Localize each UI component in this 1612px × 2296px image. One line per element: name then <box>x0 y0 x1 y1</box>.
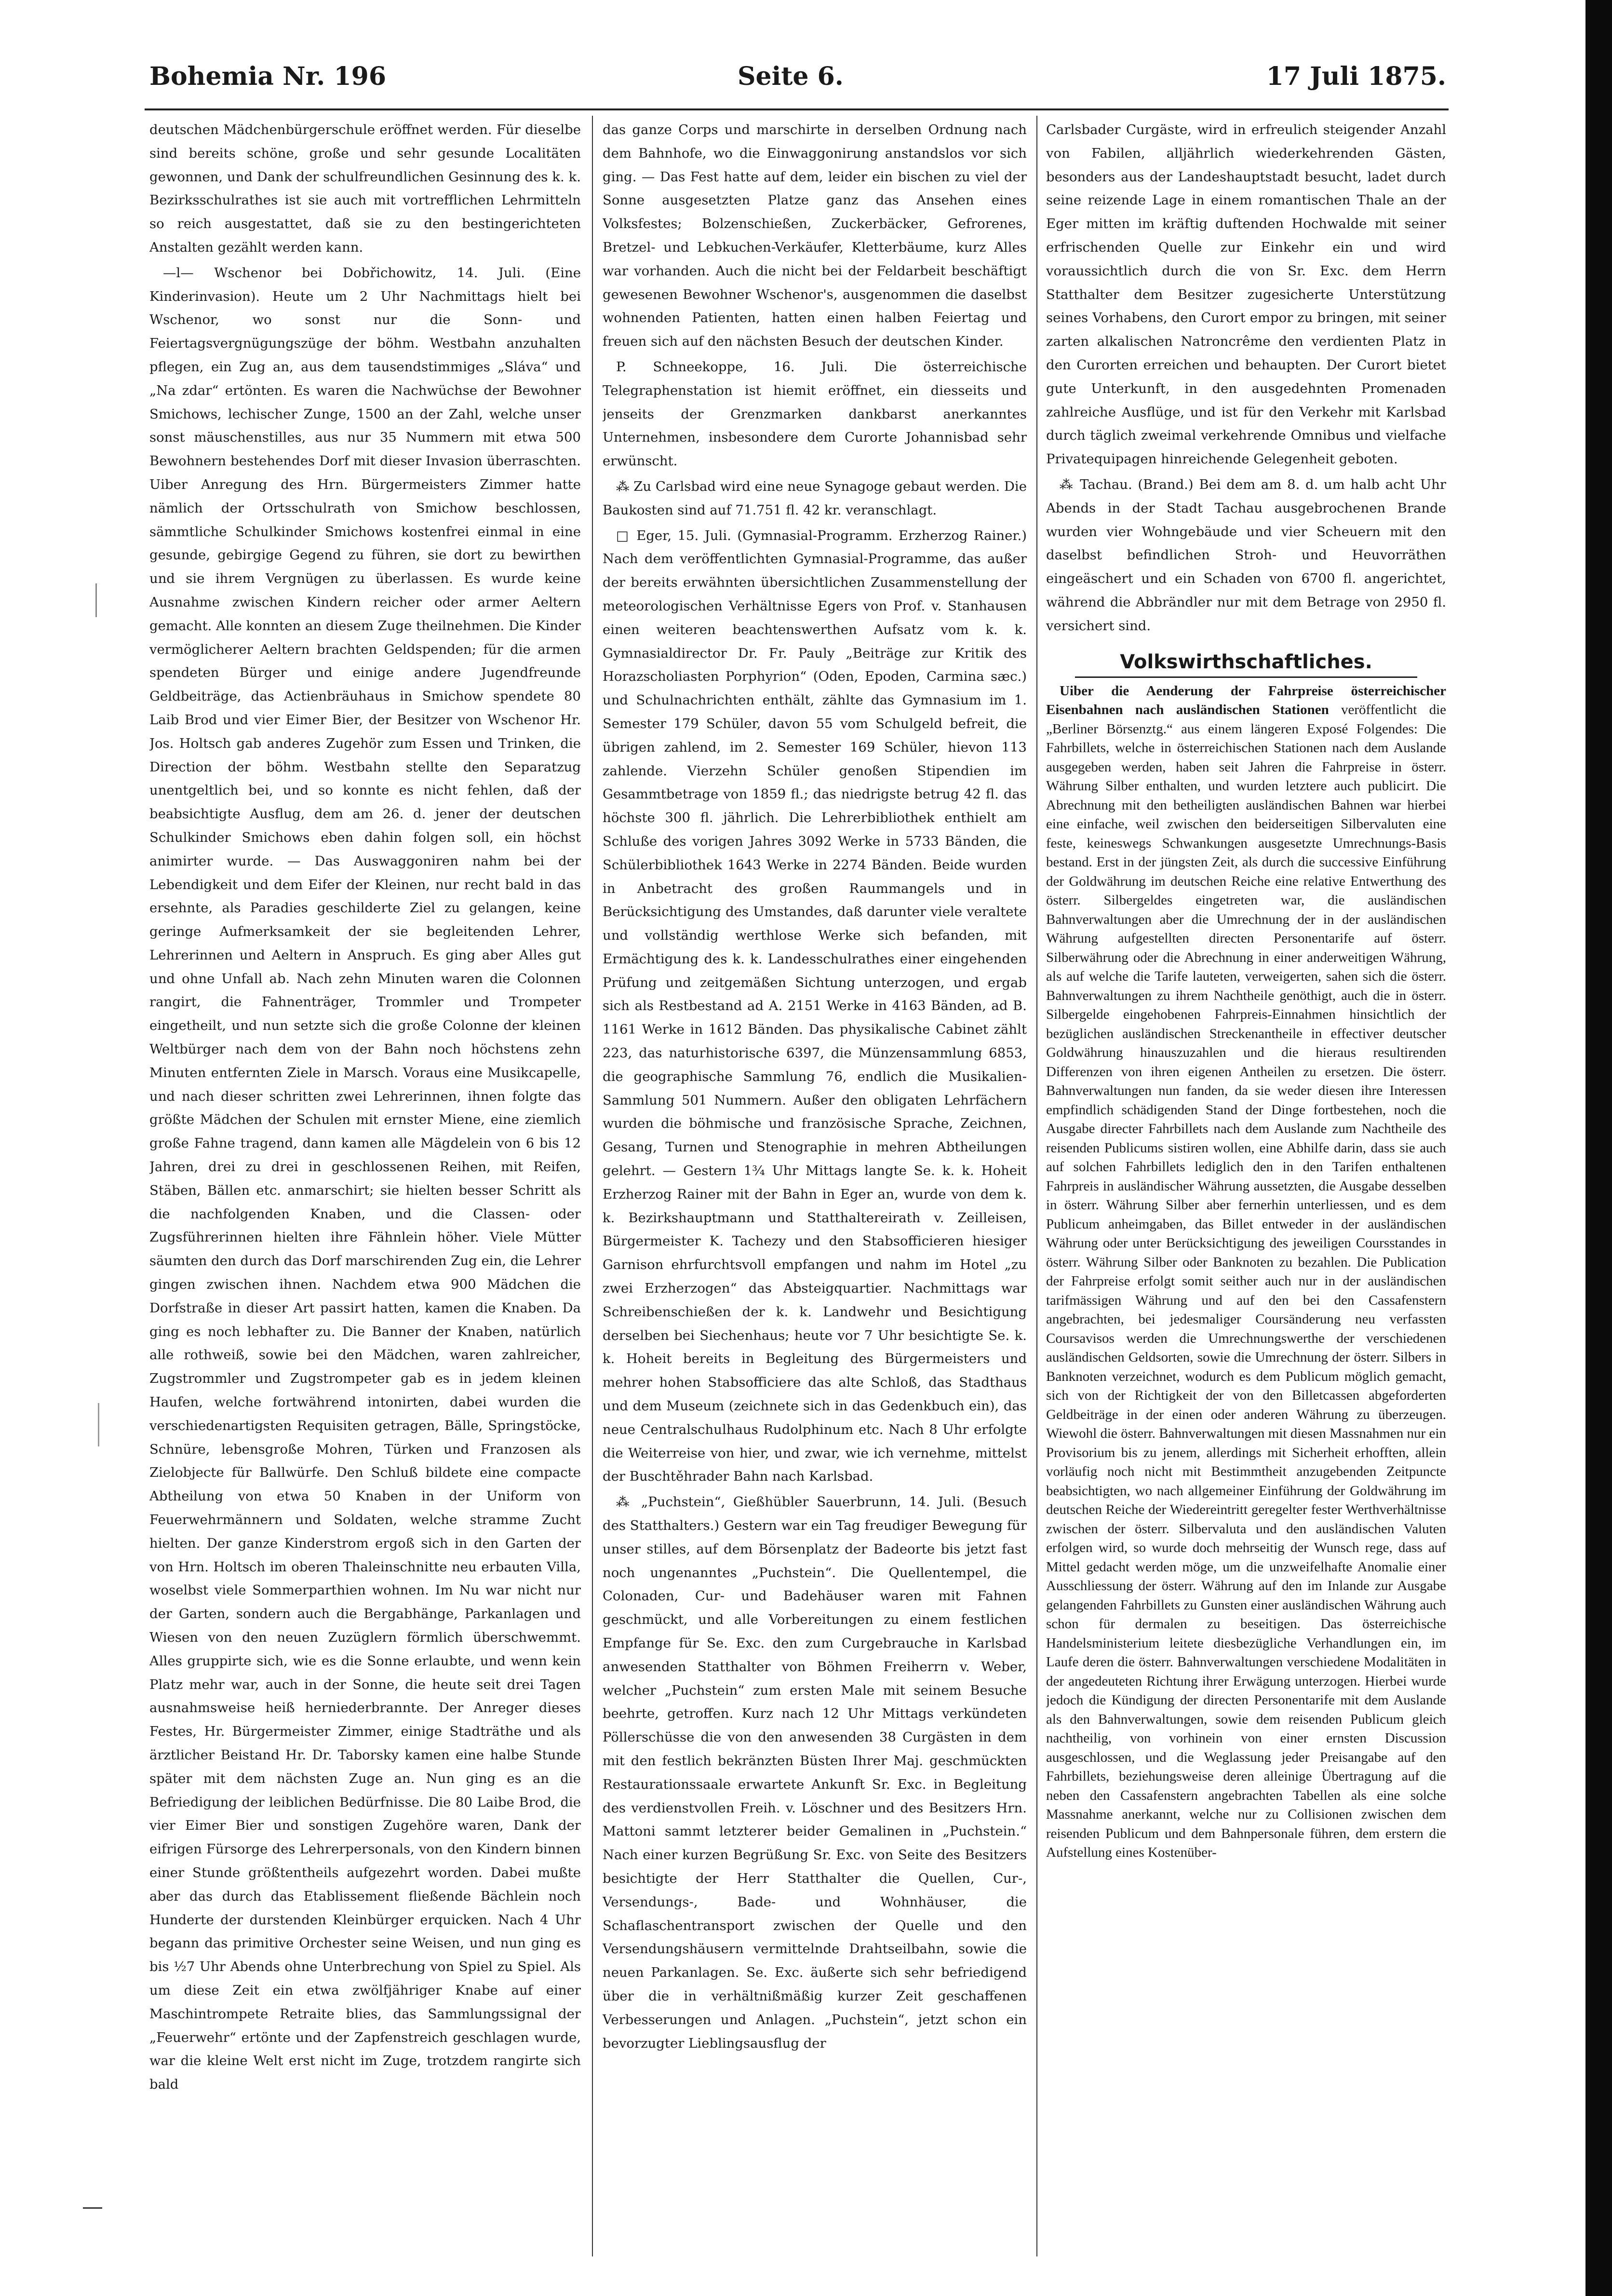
article-lead: Uiber die Aenderung der Fahrpreise österreichischer Eisenbahnen nach ausländischen Stationen <box>1046 683 1446 718</box>
running-head <box>149 62 1446 100</box>
article-puchstein: ⁂ „Puchstein“, Gießhübler Sauerbrunn, 14. Juli. (Besuch des Statthalters.) Gestern war ein Tag freudiger Bewegung für unser stilles, auf dem Börsenplatz der Badeorte bis jetzt fast noch ungenanntes „Puchstein“. Die Quellentempel, die Colonaden, Cur- und Badehäuser waren mit Fahnen geschmückt, und alle Vorbereitungen zu einem festlichen Empfange für Se. Exc. den zum Curgebrauche in Karlsbad anwesenden Statthalter von Böhmen Freiherrn v. Weber, welcher „Puchstein“ zum ersten Male mit seinem Besuche beehrte, getroffen. Kurz nach 12 Uhr Mittags verkündeten Pöllerschüsse die von den anwesenden 38 Curgästen in dem mit den festlich bekränzten Büsten Ihrer Maj. geschmückten Restaurationssaale erwartete Ankunft Sr. Exc. in Begleitung des verdienstvollen Freih. v. Löschner und des Besitzers Hrn. Mattoni sammt letzterer beider Gemalinen in „Puchstein.“ Nach einer kurzen Begrüßung Sr. Exc. von Seite des Besitzers besichtigte der Herr Statthalter die Quellen, Cur-, Versendungs-, Bade- und Wohnhäuser, die Schaflaschentransport zwischen der Quelle und den Versendungshäusern vermittelnde Drahtseilbahn, sowie die neuen Parkanlagen. Se. Exc. äußerte sich sehr befriedigend über die in verhältnißmäßig kurzer Zeit geschaffenen Verbesserungen und Anlagen. „Puchstein“, jetzt schon ein bevorzugter Lieblingsausflug der <box>603 1494 1027 2051</box>
masthead-issue: Bohemia Nr. 196 <box>149 62 387 91</box>
scan-border <box>1585 0 1612 2296</box>
article-paragraph: deutschen Mädchenbürgerschule eröffnet werden. Für dieselbe sind bereits schöne, große und sehr gesunde Localitäten gewonnen, und Dank der schulfreundlichen Gesinnung des k. k. Bezirksschulrathes ist sie auch mit vortrefflichen Lehrmitteln so reich ausgestattet, daß sie zu den bestingerichteten Anstalten gezählt werden kann. <box>149 122 581 255</box>
page-number: Seite 6. <box>738 62 844 91</box>
column-divider <box>1036 116 1037 2256</box>
column-3 <box>1046 118 1446 2259</box>
article-paragraph: das ganze Corps und marschirte in derselben Ordnung nach dem Bahnhofe, wo die Einwaggonirung anstandslos vor sich ging. — Das Fest hatte auf dem, leider ein bischen zu viel der Sonne ausgesetzten Platze ganz das Ansehen eines Volksfestes; Bolzenschießen, Zuckerbäcker, Gefrorenes, Bretzel- und Lebkuchen-Verkäufer, Kletterbäume, kurz Alles war vorhanden. Auch die nicht bei der Feldarbeit beschäftigt gewesenen Bewohner Wschenor's, ausgenommen die daselbst wohnenden Patienten, hatten einen halben Feiertag und freuen sich auf den nächsten Besuch der deutschen Kinder. <box>603 122 1027 350</box>
issue-date: 17 Juli 1875. <box>1266 62 1446 91</box>
column-2 <box>603 118 1027 2259</box>
margin-mark <box>95 583 97 617</box>
article-eger: □ Eger, 15. Juli. (Gymnasial-Programm. Erzherzog Rainer.) Nach dem veröffentlichten Gymnasial-Programme, das außer der bereits erwähnten übersichtlichen Zusammenstellung der meteorologischen Verhältnisse Egers von Prof. v. Stanhausen einen weiteren beachtenswerthen Aufsatz vom k. k. Gymnasialdirector Dr. Fr. Pauly „Beiträge zur Kritik des Horazscholiasten Porphyrion“ (Oden, Epoden, Carmina sæc.) und Schulnachrichten enthält, zählte das Gymnasium im 1. Semester 179 Schüler, davon 55 vom Schulgeld befreit, die übrigen zahlend, im 2. Semester 169 Schüler, hievon 113 zahlende. Vierzehn Schüler genoßen Stipendien im Gesammtbetrage von 1859 fl.; das niedrigste betrug 42 fl. das höchste 300 fl. jährlich. Die Lehrerbibliothek enthielt am Schluße des vorigen Jahres 3092 Werke in 5733 Bänden, die Schülerbibliothek 1643 Werke in 2274 Bänden. Beide wurden in Anbetracht des großen Raummangels und in Berücksichtigung des Umstandes, daß darunter viele veraltete und vollständig werthlose Werke sich befanden, mit Ermächtigung des k. k. Landesschulrathes einer eingehenden Prüfung und zeitgemäßen Sichtung unterzogen, und ergab sich als Restbestand ad A. 2151 Werke in 4163 Bänden, ad B. 1161 Werke in 1612 Bänden. Das physikalische Cabinet zählt 223, das naturhistorische 6397, die Münzensammlung 6853, die geographische Sammlung 76, endlich die Musikalien-Sammlung 501 Nummern. Außer den obligaten Lehrfächern wurden die böhmische und französische Sprache, Zeichnen, Gesang, Turnen und Stenographie in mehren Abtheilungen gelehrt. — Gestern 1¾ Uhr Mittags langte Se. k. k. Hoheit Erzherzog Rainer mit der Bahn in Eger an, wurde von dem k. k. Bezirkshauptmann und Statthaltereirath v. Zeilleisen, Bürgermeister K. Tachezy und den Stabsofficieren hiesiger Garnison ehrfurchtsvoll empfangen und nahm im Hotel „zu zwei Erzherzogen“ das Absteigquartier. Nachmittags war Schreibenschießen der k. k. Landwehr und Besichtigung derselben bei Siechenhaus; heute vor 7 Uhr besichtigte Se. k. k. Hoheit bereits in Begleitung des Bürgermeisters und mehrer hohen Stabsofficiere das alte Schloß, das Stadthaus und dem Museum (zeichnete sich in das Gedenkbuch ein), das neue Centralschulhaus Rudolphinum etc. Nach 8 Uhr erfolgte die Weiterreise von hier, und zwar, wie ich vernehme, mittelst der Buschtěhrader Bahn nach Karlsbad. <box>603 527 1027 1485</box>
article-fahrpreise <box>1046 682 1446 1863</box>
article-paragraph: Carlsbader Curgäste, wird in erfreulich steigender Anzahl von Fabilen, alljährlich wiederkehrenden Gästen, besonders aus der Landeshauptstadt besucht, ladet durch seine reizende Lage in einem romantischen Thale an der Eger mitten im kräftig duftenden Hochwalde mit seiner erfrischenden Quelle zur Einkehr ein und wird voraussichtlich durch die von Sr. Exc. dem Herrn Statthalter dem Besitzer zugesicherte Unterstützung seines Vorhabens, den Curort empor zu bringen, mit seiner zarten alkalischen Natroncrême den verdienten Platz in den Curorten erreichen und behaupten. Der Curort bietet gute Unterkunft, in den ausgedehnten Promenaden zahlreiche Ausflüge, und ist für den Verkehr mit Karlsbad durch täglich zweimal verkehrende Omnibus und vielfache Privatequipagen hinreichende Gelegenheit geboten. <box>1046 122 1446 467</box>
article-carlsbad-synagoge: ⁂ Zu Carlsbad wird eine neue Synagoge gebaut werden. Die Baukosten sind auf 71.751 fl. 42 kr. veranschlagt. <box>603 478 1027 518</box>
article-wschenor: —l— Wschenor bei Dobřichowitz, 14. Juli. (Eine Kinderinvasion). Heute um 2 Uhr Nachmittags hielt bei Wschenor, wo sonst nur die Sonn- und Feiertagsvergnügungszüge der böhm. Westbahn anzuhalten pflegen, ein Zug an, aus dem tausendstimmiges „Sláva“ und „Na zdar“ ertönten. Es waren die Nachwüchse der Bewohner Smichows, lechischer Zunge, 1500 an der Zahl, welche unser sonst mäuschenstilles, aus nur 35 Nummern mit etwa 500 Bewohnern bestehendes Dorf mit dieser Invasion überraschten. Uiber Anregung des Hrn. Bürgermeisters Zimmer hatte nämlich der Ortsschulrath von Smichow beschlossen, sämmtliche Schulkinder Smichows kostenfrei einmal in eine gesunde, gebirgige Gegend zu führen, sie dort zu bewirthen und sie ihrem Vergnügen zu überlassen. Es wurde keine Ausnahme zwischen Kindern reicher oder armer Aeltern gemacht. Alle konnten an diesem Zuge theilnehmen. Die Kinder vermöglicherer Aeltern brachten Geldspenden; für die armen spendeten Bürger und einige andere Jugendfreunde Geldbeiträge, das Actienbräuhaus in Smichow spendete 80 Laib Brod und vier Eimer Bier, der Besitzer von Wschenor Hr. Jos. Holtsch gab anderes Zugehör zum Essen und Trinken, die Direction der böhm. Westbahn stellte den Separatzug unentgeltlich bei, und so konnte es nicht fehlen, daß der beabsichtigte Ausflug, dem am 26. d. jener der deutschen Schulkinder Smichows eben dahin folgen soll, ein höchst animirter wurde. — Das Auswaggoniren nahm bei der Lebendigkeit und dem Eifer der Kleinen, nur recht bald in das ersehnte, als Paradies geschilderte Ziel zu gelangen, keine geringe Aufmerksamkeit der sie begleitenden Lehrer, Lehrerinnen und Aeltern in Anspruch. Es ging aber Alles gut und ohne Unfall ab. Nach zehn Minuten waren die Colonnen rangirt, die Fahnenträger, Trommler und Trompeter eingetheilt, und nun setzte sich die große Colonne der kleinen Weltbürger nach dem von der Bahn noch höchstens zehn Minuten entfernten Ziele in Marsch. Voraus eine Musikcapelle, und nach dieser schritten zwei Lehrerinnen, ihnen folgte das größte Mädchen der Schulen mit ernster Miene, eine ziemlich große Fahne tragend, dann kamen alle Mägdelein von 6 bis 12 Jahren, drei zu drei in geschlossenen Reihen, mit Reifen, Stäben, Bällen etc. anmarschirt; sie hielten besser Schritt als die nachfolgenden Knaben, und die Classen- oder Zugsführerinnen hielten ihre Fähnlein höher. Viele Mütter säumten den durch das Dorf marschirenden Zug ein, die Lehrer gingen zwischen ihnen. Nachdem etwa 900 Mädchen die Dorfstraße in dieser Art passirt hatten, kamen die Knaben. Da ging es noch lebhafter zu. Die Banner der Knaben, natürlich alle rothweiß, sowie bei den Mädchen, waren zahlreicher, Zugstrommler und Zugstrompeter gab es in jedem kleinen Haufen, welche fortwährend intonirten, dabei wurden die verschiedenartigsten Requisiten getragen, Bälle, Springstöcke, Schnüre, lebensgroße Mohren, Türken und Franzosen als Zielobjecte für Ballwürfe. Den Schluß bildete eine compacte Abtheilung von etwa 50 Knaben in der Uniform von Feuerwehrmännern und Soldaten, welche stramme Zucht hielten. Der ganze Kinderstrom ergoß sich in den Garten der von Hrn. Holtsch im oberen Thaleinschnitte neu erbauten Villa, woselbst viele Sommerparthien wohnen. Im Nu war nicht nur der Garten, sondern auch die Bergabhänge, Parkanlagen und Wiesen von den neuen Zuzüglern förmlich überschwemmt. Alles gruppirte sich, wie es die Sonne erlaubte, und wenn kein Platz mehr war, auch in der Sonne, die heute seit drei Tagen ausnahmsweise heiß herniederbrannte. Der Anreger dieses Festes, Hr. Bürgermeister Zimmer, einige Stadträthe und als ärztlicher Beistand Hr. Dr. Taborsky kamen eine halbe Stunde später mit dem nächsten Zuge an. Nun ging es an die Befriedigung der leiblichen Bedürfnisse. Die 80 Laibe Brod, die vier Eimer Bier und sonstigen Zugehöre waren, Dank der eifrigen Fürsorge des Lehrerpersonals, von den Kindern binnen einer Stunde größtentheils aufgezehrt worden. Dabei mußte aber das durch das Etablissement fließende Bächlein noch Hunderte der durstenden Kleinbürger erquicken. Nach 4 Uhr begann das primitive Orchester seine Weisen, und nun ging es bis ½7 Uhr Abends ohne Unterbrechung von Spiel zu Spiel. Als um diese Zeit ein etwa zwölfjähriger Knabe auf einer Maschintrompete Retraite blies, das Sammlungssignal der „Feuerwehr“ ertönte und der Zapfenstreich geschlagen wurde, war die kleine Welt erst nicht im Zuge, trotzdem rangirte sich bald <box>149 265 581 2093</box>
article-schneekoppe: P. Schneekoppe, 16. Juli. Die österreichische Telegraphenstation ist hiemit eröffnet, ein diesseits und jenseits der Grenzmarken dankbarst anerkanntes Unternehmen, insbesondere dem Curorte Johannisbad sehr erwünscht. <box>603 359 1027 469</box>
column-1 <box>149 118 581 2259</box>
margin-mark <box>98 1403 99 1446</box>
section-title: Volkswirthschaftliches. <box>1120 650 1372 673</box>
article-body: veröffentlicht die „Berliner Börsenztg.“ aus einem längeren Exposé Folgendes: Die Fahrbillets, welche in österreichischen Stationen nach dem Auslande ausgegeben werden, haben seit Jahren die Fahrpreise in österr. Währung Silber enthalten, und wurden letztere auch publicirt. Die Abrechnung mit den betheiligten ausländischen Bahnen war hierbei eine einfache, weil zwischen den beiderseitigen Silbervaluten eine feste, keineswegs Schwankungen ausgesetzte Umrechnungs-Basis bestand. Erst in der jüngsten Zeit, als durch die successive Einführung der Goldwährung im deutschen Reiche eine relative Entwerthung des österr. Silbergeldes eingetreten war, die ausländischen Bahnverwaltungen aber die Umrechnung der in der ausländischen Währung aufgestellten directen Personentarife auf österr. Silberwährung oder die Abrechnung in einer anderweitigen Währung, als auf welche die Tarife lauteten, verweigerten, sahen sich die österr. Bahnverwaltungen zu ihrem Nachtheile genöthigt, auch die in österr. Silbergelde eingehobenen Fahrpreis-Einnahmen hinsichtlich der bezüglichen ausländischen Streckenantheile in effectiver deutscher Goldwährung hinauszuzahlen und die hieraus resultirenden Differenzen von ihren eigenen Antheilen zu ersetzen. Die österr. Bahnverwaltungen nun fanden, da sie weder diesen ihre Interessen empfindlich schädigenden Stand der Dinge fortbestehen, noch die Ausgabe directer Fahrbillets nach dem Auslande zum Nachtheile des reisenden Publicums sistiren wollen, eine Abhilfe darin, dass sie auch auf solchen Fahrbillets lediglich den in den Tarifen enthaltenen Fahrpreis in ausländischer Währung aussetzten, die Ausgabe desselben in österr. Währung Silber aber fernerhin unterliessen, und es dem Publicum anheimgaben, das Billet entweder in der ausländischen Währung oder unter Berücksichtigung des jeweiligen Coursstandes in österr. Währung Silber oder Banknoten zu bezahlen. Die Publication der Fahrpreise erfolgt somit seither auch nur in der ausländischen tarifmässigen Währung und auf den bei den Cassafenstern angebrachten, bei jedesmaliger Coursänderung neu verfassten Coursavisos werden die Umrechnungswerthe der verschiedenen ausländischen Geldsorten, sowie die Umrechnung der österr. Silbers in Banknoten verzeichnet, wodurch es dem Publicum möglich gemacht, sich von der Richtigkeit der von den Billetcassen abgeforderten Geldbeiträge in der einen oder anderen Währung zu überzeugen. Wiewohl die österr. Bahnverwaltungen mit diesen Massnahmen nur ein Provisorium bis zu jenem, allerdings mit Sicherheit erhofften, allein vorläufig noch nicht mit Bestimmtheit anzugebenden Zeitpuncte beabsichtigten, wo nach allgemeiner Einführung der Goldwährung im deutschen Reiche der Wiedereintritt geregelter fester Werthverhältnisse zwischen der österr. Silbervaluta und den ausländischen Valuten erfolgen wird, so wurde doch mehrseitig der Wunsch rege, dass auf Mittel gedacht werden möge, um die unzweifelhafte Anomalie einer Ausschliessung der österr. Währung auf den im Inlande zur Ausgabe gelangenden Fahrbillets zu Gunsten einer ausländischen Währung auch schon für dermalen zu beseitigen. Das österreichische Handelsministerium leitete diesbezügliche Verhandlungen ein, im Laufe deren die österr. Bahnverwaltungen verschiedene Modalitäten in der angedeuteten Richtung ihrer Erwägung unterzogen. Hierbei wurde jedoch die Kündigung der directen Personentarife mit dem Auslande als den Bahnverwaltungen, sowie dem reisenden Publicum gleich nachtheilig, von vorhinein von einer ernsten Discussion ausgeschlossen, und die Weglassung jeder Preisangabe auf den Fahrbillets, beziehungsweise deren alleinige Übertragung auf die neben den Cassafenstern angebrachten Tabellen als eine solche Massnahme anerkannt, welche nur zu Collisionen zwischen dem reisenden Publicum und dem Bahnpersonale führen, dem erstern die Aufstellung eines Kostenüber- <box>1046 702 1446 1861</box>
header-rule <box>145 108 1449 110</box>
margin-mark <box>83 2207 102 2209</box>
section-rule <box>1075 676 1417 678</box>
article-tachau: ⁂ Tachau. (Brand.) Bei dem am 8. d. um halb acht Uhr Abends in der Stadt Tachau ausgebrochenen Brande wurden vier Wohngebäude und vier Scheuern mit den daselbst befindlichen Stroh- und Heuvorräthen eingeäschert und ein Schaden von 6700 fl. angerichtet, während die Abbrändler nur mit dem Betrage von 2950 fl. versichert sind. <box>1046 476 1446 634</box>
column-divider <box>592 116 593 2256</box>
